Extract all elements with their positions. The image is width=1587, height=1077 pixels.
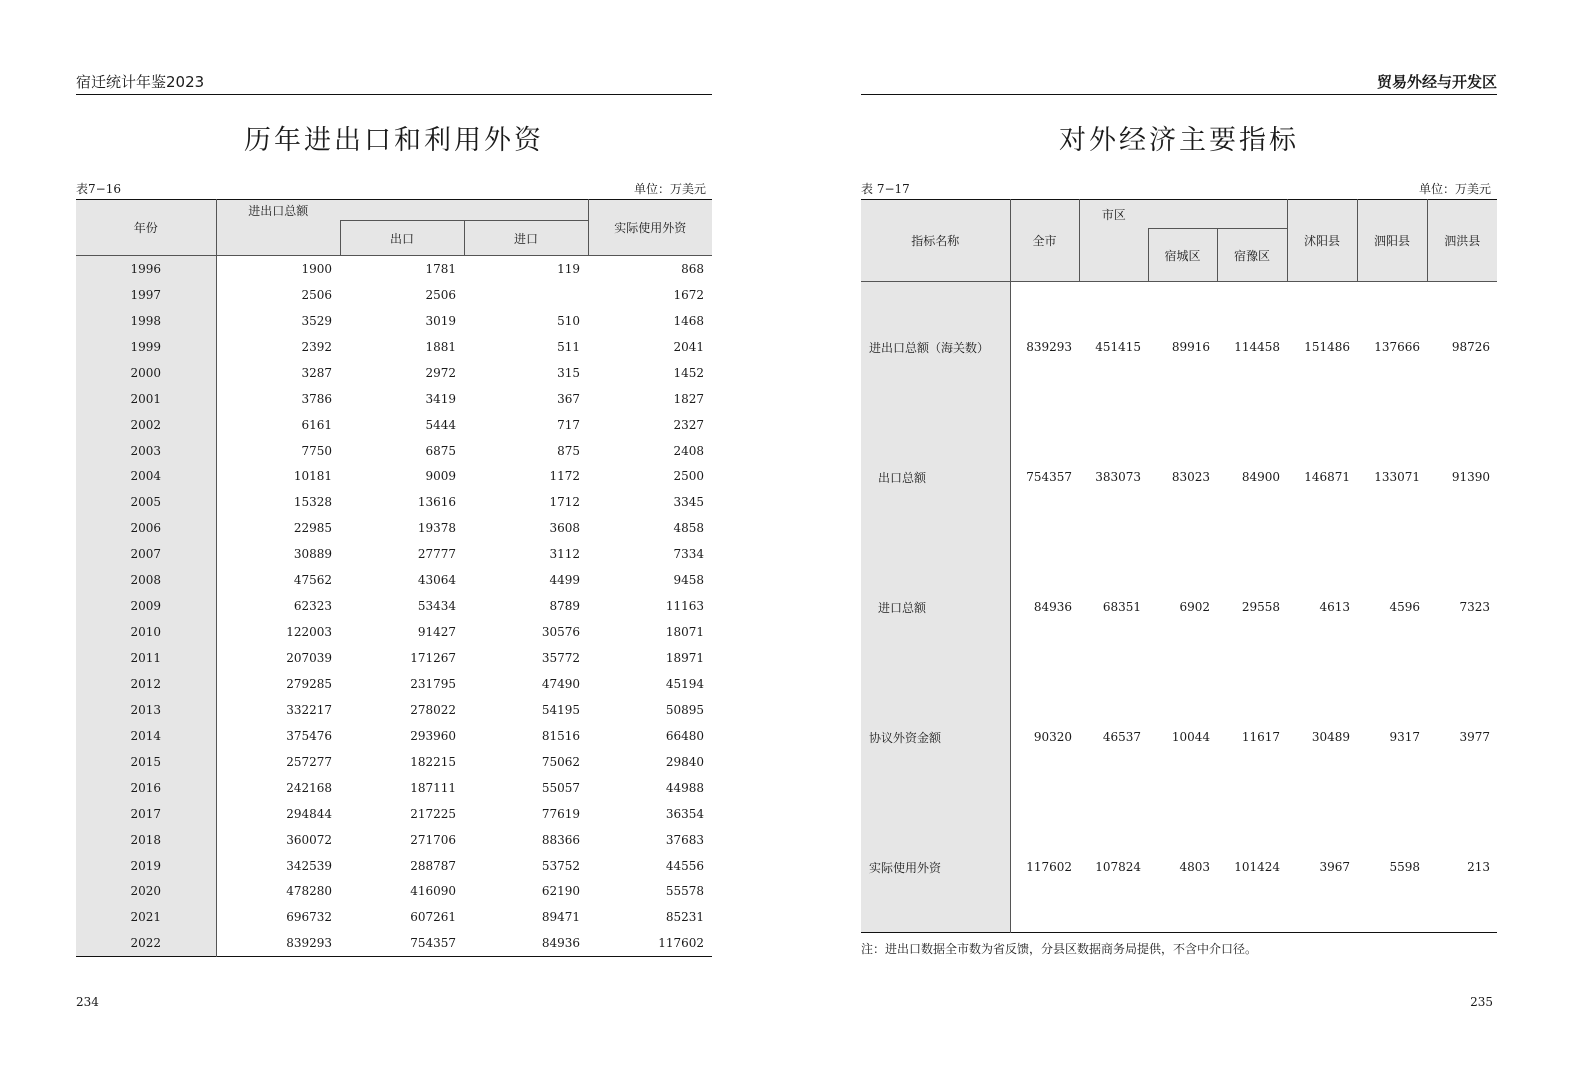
cell-sihong: 98726 bbox=[1451, 340, 1490, 354]
cell-fdi: 44556 bbox=[665, 858, 704, 873]
cell-total: 332217 bbox=[286, 702, 332, 717]
cell-total: 30889 bbox=[293, 547, 332, 562]
cell-import: 55057 bbox=[541, 780, 580, 795]
cell-name: 协议外资金额 bbox=[861, 672, 1010, 802]
cell-fdi: 3345 bbox=[673, 495, 704, 510]
cell-whole-city: 754357 bbox=[1026, 470, 1072, 484]
cell-fdi: 4858 bbox=[673, 521, 704, 536]
cell-city-district: 68351 bbox=[1102, 600, 1141, 614]
table-row bbox=[76, 930, 712, 956]
cell-name: 出口总额 bbox=[861, 412, 1010, 542]
table-row bbox=[76, 723, 712, 749]
cell-city-district: 107824 bbox=[1095, 860, 1141, 874]
cell-fdi: 44988 bbox=[665, 780, 704, 795]
table-row bbox=[76, 464, 712, 490]
cell-total: 6161 bbox=[301, 417, 332, 432]
cell-year: 2010 bbox=[76, 619, 216, 645]
cell-suyuqu: 11617 bbox=[1241, 730, 1280, 744]
table-meta-left bbox=[76, 180, 712, 198]
header-suyuqu: 宿豫区 bbox=[1217, 229, 1287, 282]
cell-fdi: 117602 bbox=[658, 936, 704, 951]
cell-export: 416090 bbox=[410, 884, 456, 899]
table-unit: 单位：万美元 bbox=[633, 182, 706, 196]
cell-import: 315 bbox=[557, 365, 580, 380]
cell-export: 754357 bbox=[410, 936, 456, 951]
cell-year: 2017 bbox=[76, 801, 216, 827]
cell-total: 3529 bbox=[301, 313, 332, 328]
cell-siyang: 4596 bbox=[1389, 600, 1420, 614]
table-row bbox=[76, 489, 712, 515]
cell-fdi: 1827 bbox=[673, 391, 704, 406]
cell-fdi: 2408 bbox=[673, 443, 704, 458]
table-row bbox=[76, 904, 712, 930]
cell-total: 2392 bbox=[301, 339, 332, 354]
cell-total: 7750 bbox=[301, 443, 332, 458]
cell-year: 2003 bbox=[76, 438, 216, 464]
cell-year: 2002 bbox=[76, 412, 216, 438]
table-row bbox=[76, 438, 712, 464]
cell-shuyang: 4613 bbox=[1319, 600, 1350, 614]
cell-year: 2016 bbox=[76, 775, 216, 801]
cell-suyuqu: 84900 bbox=[1241, 470, 1280, 484]
cell-export: 1881 bbox=[425, 339, 456, 354]
cell-fdi: 29840 bbox=[665, 754, 704, 769]
cell-fdi: 2327 bbox=[673, 417, 704, 432]
cell-import: 89471 bbox=[541, 910, 580, 925]
cell-import: 717 bbox=[557, 417, 580, 432]
cell-total: 839293 bbox=[286, 936, 332, 951]
cell-import: 35772 bbox=[541, 651, 580, 666]
cell-fdi: 2041 bbox=[673, 339, 704, 354]
cell-shuyang: 151486 bbox=[1304, 340, 1350, 354]
cell-suchengqu: 83023 bbox=[1171, 470, 1210, 484]
cell-export: 288787 bbox=[410, 858, 456, 873]
cell-fdi: 868 bbox=[681, 261, 704, 276]
cell-import: 47490 bbox=[541, 676, 580, 691]
cell-siyang: 133071 bbox=[1374, 470, 1420, 484]
table-number: 表7−16 bbox=[76, 182, 121, 196]
header-city-district-spacer bbox=[1148, 200, 1217, 229]
cell-total: 696732 bbox=[286, 910, 332, 925]
table-row bbox=[76, 334, 712, 360]
cell-suyuqu: 29558 bbox=[1241, 600, 1280, 614]
cell-year: 2005 bbox=[76, 489, 216, 515]
cell-export: 6875 bbox=[425, 443, 456, 458]
cell-export: 43064 bbox=[417, 573, 456, 588]
table-row bbox=[76, 412, 712, 438]
cell-suchengqu: 4803 bbox=[1179, 860, 1210, 874]
cell-city-district: 383073 bbox=[1095, 470, 1141, 484]
cell-import: 367 bbox=[557, 391, 580, 406]
cell-total: 3287 bbox=[301, 365, 332, 380]
table-row bbox=[861, 802, 1497, 933]
trade-history-rows bbox=[76, 256, 712, 957]
cell-export: 217225 bbox=[410, 806, 456, 821]
cell-total: 3786 bbox=[301, 391, 332, 406]
table-row bbox=[76, 645, 712, 671]
cell-total: 1900 bbox=[301, 261, 332, 276]
cell-year: 2004 bbox=[76, 464, 216, 490]
cell-whole-city: 90320 bbox=[1033, 730, 1072, 744]
cell-export: 2972 bbox=[425, 365, 456, 380]
cell-year: 2018 bbox=[76, 827, 216, 853]
table-row bbox=[861, 672, 1497, 802]
cell-import: 3112 bbox=[549, 547, 580, 562]
cell-import: 875 bbox=[557, 443, 580, 458]
header-city-district: 市区 bbox=[1079, 200, 1148, 229]
cell-export: 1781 bbox=[425, 261, 456, 276]
cell-total: 375476 bbox=[286, 728, 332, 743]
table-row bbox=[76, 619, 712, 645]
header-total-spacer bbox=[216, 221, 340, 256]
cell-year: 1998 bbox=[76, 308, 216, 334]
header-import: 进口 bbox=[464, 221, 588, 256]
cell-total: 257277 bbox=[286, 754, 332, 769]
cell-suchengqu: 89916 bbox=[1171, 340, 1210, 354]
cell-import: 1712 bbox=[549, 495, 580, 510]
header-total-spacer bbox=[464, 200, 588, 221]
cell-import: 119 bbox=[557, 261, 580, 276]
cell-fdi: 50895 bbox=[665, 702, 704, 717]
table-row bbox=[76, 256, 712, 282]
cell-fdi: 1452 bbox=[673, 365, 704, 380]
table-row bbox=[76, 749, 712, 775]
cell-total: 478280 bbox=[286, 884, 332, 899]
cell-name: 进出口总额（海关数） bbox=[861, 282, 1010, 413]
cell-sihong: 3977 bbox=[1459, 730, 1490, 744]
header-city-district-spacer bbox=[1217, 200, 1287, 229]
cell-year: 2000 bbox=[76, 360, 216, 386]
cell-export: 231795 bbox=[410, 676, 456, 691]
cell-total: 294844 bbox=[286, 806, 332, 821]
foreign-economy-rows bbox=[861, 282, 1497, 933]
cell-year: 2014 bbox=[76, 723, 216, 749]
cell-total: 22985 bbox=[293, 521, 332, 536]
running-header-left: 宿迁统计年鉴2023 bbox=[76, 72, 712, 95]
cell-sihong: 91390 bbox=[1451, 470, 1490, 484]
cell-import: 510 bbox=[557, 313, 580, 328]
cell-export: 53434 bbox=[417, 599, 456, 614]
trade-history-table bbox=[76, 199, 712, 957]
running-header-right: 贸易外经与开发区 bbox=[861, 72, 1497, 95]
cell-export: 13616 bbox=[417, 495, 456, 510]
table-row bbox=[76, 593, 712, 619]
cell-export: 182215 bbox=[410, 754, 456, 769]
table-row bbox=[861, 282, 1497, 413]
table-row bbox=[76, 567, 712, 593]
table-number: 表 7−17 bbox=[861, 182, 910, 196]
header-shuyang: 沭阳县 bbox=[1287, 200, 1357, 282]
cell-fdi: 2500 bbox=[673, 469, 704, 484]
table-row bbox=[76, 853, 712, 879]
cell-import: 62190 bbox=[541, 884, 580, 899]
cell-import: 54195 bbox=[541, 702, 580, 717]
cell-import: 88366 bbox=[541, 832, 580, 847]
cell-year: 2006 bbox=[76, 515, 216, 541]
cell-fdi: 7334 bbox=[673, 547, 704, 562]
cell-fdi: 1468 bbox=[673, 313, 704, 328]
cell-year: 1999 bbox=[76, 334, 216, 360]
header-total: 进出口总额 bbox=[216, 200, 340, 221]
cell-siyang: 9317 bbox=[1389, 730, 1420, 744]
cell-year: 2013 bbox=[76, 697, 216, 723]
cell-whole-city: 84936 bbox=[1033, 600, 1072, 614]
header-suchengqu: 宿城区 bbox=[1148, 229, 1217, 282]
cell-fdi: 55578 bbox=[665, 884, 704, 899]
table-row bbox=[76, 360, 712, 386]
cell-city-district: 46537 bbox=[1102, 730, 1141, 744]
cell-suchengqu: 6902 bbox=[1179, 600, 1210, 614]
cell-total: 2506 bbox=[301, 287, 332, 302]
cell-export: 278022 bbox=[410, 702, 456, 717]
header-year: 年份 bbox=[76, 200, 216, 256]
cell-import: 81516 bbox=[541, 728, 580, 743]
cell-year: 2020 bbox=[76, 879, 216, 905]
table-row bbox=[76, 879, 712, 905]
table-unit: 单位：万美元 bbox=[1418, 182, 1491, 196]
cell-name: 进口总额 bbox=[861, 542, 1010, 672]
cell-export: 293960 bbox=[410, 728, 456, 743]
cell-year: 2021 bbox=[76, 904, 216, 930]
cell-import: 77619 bbox=[541, 806, 580, 821]
cell-sihong: 213 bbox=[1467, 860, 1490, 874]
cell-export: 91427 bbox=[417, 625, 456, 640]
cell-year: 2012 bbox=[76, 671, 216, 697]
cell-year: 2007 bbox=[76, 541, 216, 567]
table-row bbox=[76, 671, 712, 697]
table-row bbox=[861, 542, 1497, 672]
cell-name: 实际使用外资 bbox=[861, 802, 1010, 933]
cell-whole-city: 117602 bbox=[1026, 860, 1072, 874]
header-fdi: 实际使用外资 bbox=[588, 200, 712, 256]
left-page bbox=[76, 0, 712, 1077]
cell-import: 30576 bbox=[541, 625, 580, 640]
table-row bbox=[76, 386, 712, 412]
cell-fdi: 9458 bbox=[673, 573, 704, 588]
table-row bbox=[76, 801, 712, 827]
cell-import: 84936 bbox=[541, 936, 580, 951]
page-title-left: 历年进出口和利用外资 bbox=[244, 125, 544, 156]
cell-whole-city: 839293 bbox=[1026, 340, 1072, 354]
cell-import: 53752 bbox=[541, 858, 580, 873]
cell-import: 511 bbox=[557, 339, 580, 354]
page-number-left: 234 bbox=[76, 995, 99, 1009]
header-whole-city: 全市 bbox=[1010, 200, 1079, 282]
table-row bbox=[76, 775, 712, 801]
cell-export: 2506 bbox=[425, 287, 456, 302]
cell-export: 3419 bbox=[425, 391, 456, 406]
foreign-economy-table bbox=[861, 199, 1497, 933]
cell-fdi: 36354 bbox=[665, 806, 704, 821]
cell-total: 360072 bbox=[286, 832, 332, 847]
cell-shuyang: 146871 bbox=[1304, 470, 1350, 484]
right-page bbox=[861, 0, 1497, 1077]
cell-total: 62323 bbox=[293, 599, 332, 614]
cell-export: 5444 bbox=[425, 417, 456, 432]
cell-import: 8789 bbox=[549, 599, 580, 614]
table-row bbox=[76, 282, 712, 308]
table-row bbox=[76, 697, 712, 723]
table-meta-right bbox=[861, 180, 1497, 198]
cell-import: 3608 bbox=[549, 521, 580, 536]
cell-import: 1172 bbox=[549, 469, 580, 484]
table-row bbox=[76, 827, 712, 853]
cell-export: 171267 bbox=[410, 651, 456, 666]
cell-total: 10181 bbox=[293, 469, 332, 484]
cell-sihong: 7323 bbox=[1459, 600, 1490, 614]
cell-fdi: 66480 bbox=[665, 728, 704, 743]
cell-siyang: 5598 bbox=[1389, 860, 1420, 874]
cell-suyuqu: 101424 bbox=[1234, 860, 1280, 874]
cell-fdi: 85231 bbox=[665, 910, 704, 925]
cell-fdi: 18971 bbox=[665, 651, 704, 666]
cell-year: 1997 bbox=[76, 282, 216, 308]
cell-shuyang: 30489 bbox=[1311, 730, 1350, 744]
cell-export: 607261 bbox=[410, 910, 456, 925]
cell-year: 2001 bbox=[76, 386, 216, 412]
cell-total: 122003 bbox=[286, 625, 332, 640]
cell-year: 2019 bbox=[76, 853, 216, 879]
cell-siyang: 137666 bbox=[1374, 340, 1420, 354]
header-city-district-spacer bbox=[1079, 229, 1148, 282]
cell-total: 207039 bbox=[286, 651, 332, 666]
cell-city-district: 451415 bbox=[1095, 340, 1141, 354]
cell-year: 1996 bbox=[76, 256, 216, 282]
cell-export: 19378 bbox=[417, 521, 456, 536]
cell-fdi: 18071 bbox=[665, 625, 704, 640]
cell-export: 9009 bbox=[425, 469, 456, 484]
cell-import: 75062 bbox=[541, 754, 580, 769]
cell-total: 47562 bbox=[293, 573, 332, 588]
cell-export: 3019 bbox=[425, 313, 456, 328]
cell-year: 2008 bbox=[76, 567, 216, 593]
cell-suchengqu: 10044 bbox=[1171, 730, 1210, 744]
page-title-right: 对外经济主要指标 bbox=[1059, 125, 1299, 156]
header-indicator: 指标名称 bbox=[861, 200, 1010, 282]
cell-year: 2009 bbox=[76, 593, 216, 619]
table-row bbox=[76, 515, 712, 541]
cell-fdi: 11163 bbox=[665, 599, 704, 614]
cell-total: 342539 bbox=[286, 858, 332, 873]
cell-suyuqu: 114458 bbox=[1234, 340, 1280, 354]
header-total-spacer bbox=[340, 200, 464, 221]
cell-fdi: 45194 bbox=[665, 676, 704, 691]
cell-export: 187111 bbox=[410, 780, 456, 795]
cell-year: 2022 bbox=[76, 930, 216, 956]
table-row bbox=[76, 541, 712, 567]
cell-shuyang: 3967 bbox=[1319, 860, 1350, 874]
cell-import: 4499 bbox=[549, 573, 580, 588]
table-row bbox=[76, 308, 712, 334]
cell-export: 27777 bbox=[417, 547, 456, 562]
cell-total: 15328 bbox=[293, 495, 332, 510]
table-row bbox=[861, 412, 1497, 542]
cell-total: 242168 bbox=[286, 780, 332, 795]
header-sihong: 泗洪县 bbox=[1427, 200, 1497, 282]
cell-fdi: 1672 bbox=[673, 287, 704, 302]
page-number-right: 235 bbox=[1470, 995, 1493, 1009]
header-siyang: 泗阳县 bbox=[1357, 200, 1427, 282]
cell-year: 2011 bbox=[76, 645, 216, 671]
footnote: 注：进出口数据全市数为省反馈，分县区数据商务局提供，不含中介口径。 bbox=[861, 942, 1258, 956]
cell-year: 2015 bbox=[76, 749, 216, 775]
cell-total: 279285 bbox=[286, 676, 332, 691]
cell-export: 271706 bbox=[410, 832, 456, 847]
header-export: 出口 bbox=[340, 221, 464, 256]
cell-fdi: 37683 bbox=[665, 832, 704, 847]
cell-import bbox=[464, 282, 588, 308]
